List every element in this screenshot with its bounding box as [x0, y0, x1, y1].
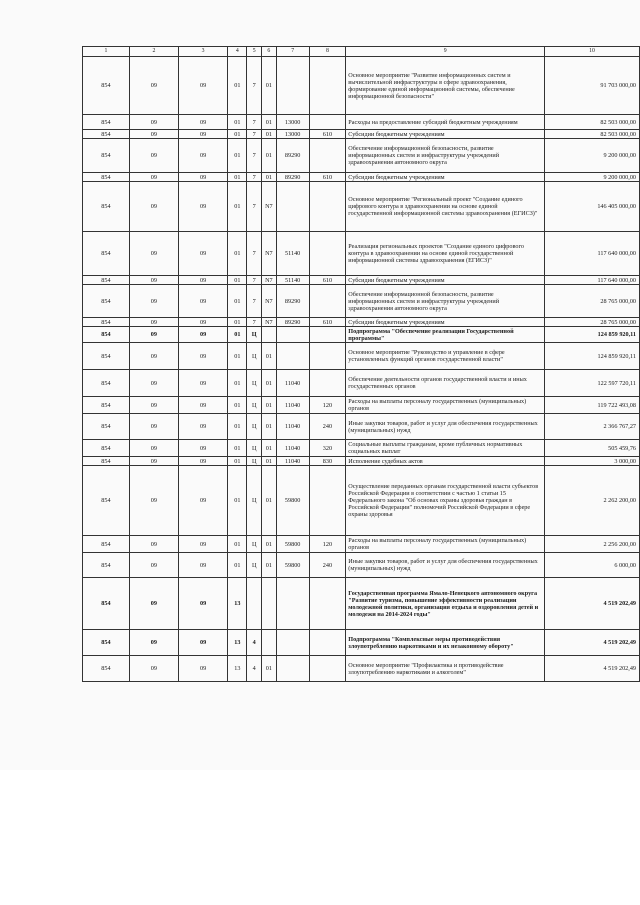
amount-cell: 4 519 202,49	[545, 578, 640, 630]
table-row	[83, 466, 640, 536]
code-cell: 09	[179, 630, 228, 656]
code-cell: 7	[247, 173, 262, 182]
item-name-cell: Основное мероприятие "Региональный проект "Создание единого цифрового контура в здравоохранении на основе единой государственной информационной системы здравоохранения (ЕГИСЗ)"	[346, 182, 545, 232]
code-cell: 4	[247, 630, 262, 656]
code-cell: 4	[247, 656, 262, 682]
item-name-cell: Реализация региональных проектов "Создание единого цифрового контура в здравоохранении на основе единой государственной информационной системы здравоохранения (ЕГИСЗ)"	[346, 232, 545, 276]
code-cell: 01	[261, 553, 276, 578]
item-name-cell: Иные закупки товаров, работ и услуг для обеспечения государственных (муниципальных) нужд	[346, 553, 545, 578]
code-cell: 09	[129, 232, 178, 276]
code-cell: 11040	[276, 397, 309, 414]
code-cell: 854	[83, 414, 130, 440]
code-cell: 01	[228, 370, 247, 397]
code-cell: 09	[129, 276, 178, 285]
table-row	[83, 130, 640, 139]
item-name-cell: Субсидии бюджетным учреждениям	[346, 276, 545, 285]
amount-cell: 2 366 767,27	[545, 414, 640, 440]
code-cell: 01	[261, 57, 276, 115]
code-cell: 09	[179, 397, 228, 414]
code-cell: 89290	[276, 139, 309, 173]
code-cell: 240	[309, 553, 346, 578]
code-cell: 09	[129, 57, 178, 115]
table-row	[83, 285, 640, 318]
code-cell: 854	[83, 115, 130, 130]
code-cell: 13000	[276, 115, 309, 130]
item-name-cell: Основное мероприятие "Развитие информационных систем и вычислительной инфраструктуры в сфере здравоохранения, формирование единой информационной системы, обеспечение информационной безопасности"	[346, 57, 545, 115]
item-name-cell: Государственная программа Ямало-Ненецкого автономного округа "Развитие туризма, повышение эффективности реализации молодежной политики, организация отдыха и оздоровления детей и молодежи на 2014-2024 годы"	[346, 578, 545, 630]
code-cell: 09	[179, 276, 228, 285]
code-cell: 01	[228, 397, 247, 414]
code-cell: 89290	[276, 318, 309, 327]
code-cell: 854	[83, 457, 130, 466]
table-row	[83, 553, 640, 578]
amount-cell: 9 200 000,00	[545, 173, 640, 182]
code-cell	[309, 466, 346, 536]
column-number-cell: 3	[179, 47, 228, 57]
code-cell	[309, 139, 346, 173]
code-cell: 09	[129, 553, 178, 578]
code-cell: 120	[309, 397, 346, 414]
item-name-cell: Исполнение судебных актов	[346, 457, 545, 466]
code-cell: 854	[83, 536, 130, 553]
code-cell: 09	[129, 173, 178, 182]
table-row	[83, 232, 640, 276]
code-cell: 01	[228, 327, 247, 343]
code-cell: 09	[129, 457, 178, 466]
code-cell: 09	[129, 414, 178, 440]
code-cell: 240	[309, 414, 346, 440]
item-name-cell: Подпрограмма "Комплексные меры противодействия злоупотреблению наркотиками и их незаконному обороту"	[346, 630, 545, 656]
code-cell: 51140	[276, 276, 309, 285]
code-cell	[247, 578, 262, 630]
code-cell: 854	[83, 397, 130, 414]
column-number-row	[83, 47, 640, 57]
code-cell	[309, 630, 346, 656]
code-cell: 09	[129, 370, 178, 397]
table-row	[83, 173, 640, 182]
code-cell: 01	[228, 285, 247, 318]
code-cell	[309, 656, 346, 682]
code-cell: 09	[129, 656, 178, 682]
amount-cell: 6 000,00	[545, 553, 640, 578]
code-cell	[276, 327, 309, 343]
code-cell: 09	[179, 130, 228, 139]
column-number-cell: 9	[346, 47, 545, 57]
column-number-cell: 2	[129, 47, 178, 57]
code-cell	[309, 578, 346, 630]
code-cell: 854	[83, 656, 130, 682]
code-cell: 09	[129, 285, 178, 318]
code-cell: 01	[228, 553, 247, 578]
code-cell: Ц	[247, 440, 262, 457]
code-cell: Ц	[247, 536, 262, 553]
code-cell: 854	[83, 370, 130, 397]
code-cell: 11040	[276, 440, 309, 457]
code-cell: 01	[261, 466, 276, 536]
code-cell: 01	[228, 343, 247, 370]
table-row	[83, 440, 640, 457]
code-cell	[276, 182, 309, 232]
code-cell	[261, 327, 276, 343]
amount-cell: 146 405 000,00	[545, 182, 640, 232]
code-cell: 09	[179, 232, 228, 276]
amount-cell: 2 262 200,00	[545, 466, 640, 536]
code-cell: Ц	[247, 327, 262, 343]
code-cell: 854	[83, 318, 130, 327]
table-row	[83, 414, 640, 440]
code-cell: 01	[228, 173, 247, 182]
code-cell: Ц	[247, 457, 262, 466]
amount-cell: 4 519 202,49	[545, 656, 640, 682]
amount-cell: 4 519 202,49	[545, 630, 640, 656]
code-cell: 01	[228, 318, 247, 327]
column-number-cell: 4	[228, 47, 247, 57]
table-row	[83, 536, 640, 553]
code-cell: 854	[83, 327, 130, 343]
table-row	[83, 397, 640, 414]
code-cell: 09	[129, 130, 178, 139]
code-cell: 01	[261, 115, 276, 130]
code-cell: 610	[309, 173, 346, 182]
amount-cell: 119 722 493,08	[545, 397, 640, 414]
code-cell: N7	[261, 285, 276, 318]
code-cell: 854	[83, 440, 130, 457]
code-cell: Ц	[247, 466, 262, 536]
code-cell: 09	[179, 57, 228, 115]
code-cell: 09	[129, 466, 178, 536]
code-cell: 01	[261, 139, 276, 173]
item-name-cell: Основное мероприятие "Профилактика и противодействие злоупотреблению наркотиками и алкоголем"	[346, 656, 545, 682]
code-cell: 09	[129, 182, 178, 232]
amount-cell: 82 503 000,00	[545, 130, 640, 139]
code-cell: 854	[83, 276, 130, 285]
code-cell: 09	[179, 536, 228, 553]
code-cell: 854	[83, 343, 130, 370]
code-cell: 01	[261, 457, 276, 466]
code-cell: 120	[309, 536, 346, 553]
code-cell: 854	[83, 285, 130, 318]
amount-cell: 9 200 000,00	[545, 139, 640, 173]
code-cell: 09	[129, 630, 178, 656]
code-cell: 09	[129, 440, 178, 457]
table-row	[83, 343, 640, 370]
code-cell: 854	[83, 57, 130, 115]
item-name-cell: Расходы на выплаты персоналу государственных (муниципальных) органов	[346, 397, 545, 414]
code-cell	[276, 630, 309, 656]
table-body	[83, 47, 640, 682]
code-cell	[309, 115, 346, 130]
item-name-cell: Иные закупки товаров, работ и услуг для обеспечения государственных (муниципальных) нужд	[346, 414, 545, 440]
amount-cell: 3 000,00	[545, 457, 640, 466]
code-cell: 09	[179, 440, 228, 457]
code-cell: 11040	[276, 370, 309, 397]
code-cell: 09	[179, 285, 228, 318]
code-cell: 01	[261, 370, 276, 397]
code-cell: 01	[228, 466, 247, 536]
code-cell: 13	[228, 630, 247, 656]
code-cell: 01	[228, 414, 247, 440]
code-cell	[309, 182, 346, 232]
code-cell: 01	[228, 115, 247, 130]
code-cell: 01	[261, 173, 276, 182]
code-cell	[309, 285, 346, 318]
code-cell: 320	[309, 440, 346, 457]
amount-cell: 2 256 200,00	[545, 536, 640, 553]
code-cell: 01	[261, 130, 276, 139]
table-row	[83, 327, 640, 343]
item-name-cell: Субсидии бюджетным учреждениям	[346, 130, 545, 139]
page-margin	[0, 770, 640, 905]
code-cell: N7	[261, 276, 276, 285]
amount-cell: 82 503 000,00	[545, 115, 640, 130]
code-cell: 13000	[276, 130, 309, 139]
code-cell: 09	[129, 578, 178, 630]
code-cell: 59800	[276, 553, 309, 578]
code-cell	[309, 370, 346, 397]
code-cell: 610	[309, 130, 346, 139]
column-number-cell: 10	[545, 47, 640, 57]
code-cell	[276, 578, 309, 630]
code-cell: 7	[247, 115, 262, 130]
code-cell: N7	[261, 182, 276, 232]
code-cell: 01	[261, 656, 276, 682]
code-cell: 09	[179, 173, 228, 182]
code-cell: 51140	[276, 232, 309, 276]
code-cell	[276, 343, 309, 370]
code-cell: 854	[83, 630, 130, 656]
table-row	[83, 578, 640, 630]
code-cell	[309, 343, 346, 370]
code-cell: 830	[309, 457, 346, 466]
code-cell: 01	[228, 440, 247, 457]
column-number-cell: 8	[309, 47, 346, 57]
code-cell	[309, 327, 346, 343]
code-cell: 01	[261, 536, 276, 553]
code-cell: N7	[261, 232, 276, 276]
code-cell: 610	[309, 276, 346, 285]
code-cell: 854	[83, 139, 130, 173]
code-cell: 09	[129, 397, 178, 414]
code-cell: 854	[83, 466, 130, 536]
code-cell: 01	[228, 536, 247, 553]
code-cell: Ц	[247, 370, 262, 397]
item-name-cell: Обеспечение деятельности органов государственной власти и иных государственных органов	[346, 370, 545, 397]
code-cell: 09	[129, 536, 178, 553]
code-cell: 01	[228, 139, 247, 173]
table-row	[83, 115, 640, 130]
code-cell: 854	[83, 173, 130, 182]
amount-cell: 117 640 000,00	[545, 276, 640, 285]
code-cell: Ц	[247, 397, 262, 414]
code-cell: 01	[228, 276, 247, 285]
code-cell	[261, 578, 276, 630]
amount-cell: 28 765 000,00	[545, 318, 640, 327]
code-cell: 7	[247, 57, 262, 115]
code-cell: 09	[129, 327, 178, 343]
table-row	[83, 656, 640, 682]
item-name-cell: Подпрограмма "Обеспечение реализации Государственной программы"	[346, 327, 545, 343]
amount-cell: 122 597 720,11	[545, 370, 640, 397]
amount-cell: 28 765 000,00	[545, 285, 640, 318]
code-cell: Ц	[247, 343, 262, 370]
code-cell: 09	[129, 115, 178, 130]
code-cell	[309, 232, 346, 276]
code-cell: 01	[228, 232, 247, 276]
code-cell: 59800	[276, 466, 309, 536]
code-cell: 01	[261, 440, 276, 457]
code-cell: 01	[228, 182, 247, 232]
code-cell: 610	[309, 318, 346, 327]
code-cell: 09	[129, 343, 178, 370]
budget-table	[82, 46, 640, 682]
code-cell: 13	[228, 656, 247, 682]
code-cell	[261, 630, 276, 656]
code-cell: 01	[228, 57, 247, 115]
code-cell	[309, 57, 346, 115]
table-row	[83, 318, 640, 327]
code-cell: Ц	[247, 553, 262, 578]
table-row	[83, 182, 640, 232]
code-cell: 7	[247, 276, 262, 285]
code-cell: 854	[83, 130, 130, 139]
code-cell: 09	[179, 343, 228, 370]
code-cell: 11040	[276, 457, 309, 466]
item-name-cell: Расходы на выплаты персоналу государственных (муниципальных) органов	[346, 536, 545, 553]
column-number-cell: 5	[247, 47, 262, 57]
code-cell: 01	[261, 343, 276, 370]
code-cell: Ц	[247, 414, 262, 440]
item-name-cell: Обеспечение информационной безопасности, развитие информационных систем и инфраструктуры учреждений здравоохранения автономного округа	[346, 285, 545, 318]
code-cell: 7	[247, 139, 262, 173]
item-name-cell: Социальные выплаты гражданам, кроме публичных нормативных социальных выплат	[346, 440, 545, 457]
column-number-cell: 1	[83, 47, 130, 57]
code-cell	[276, 656, 309, 682]
table-row	[83, 276, 640, 285]
code-cell: 89290	[276, 285, 309, 318]
amount-cell: 124 859 920,11	[545, 327, 640, 343]
code-cell: 854	[83, 578, 130, 630]
code-cell: 89290	[276, 173, 309, 182]
code-cell: 7	[247, 232, 262, 276]
column-number-cell: 7	[276, 47, 309, 57]
code-cell: 09	[179, 115, 228, 130]
item-name-cell: Осуществление переданных органам государственной власти субъектов Российской Федерации в соответствии с частью 1 статьи 15 Федерального закона "Об основах охраны здоровья граждан в Российской Федерации" полномочий Российской Федерации в сфере охраны здоровья	[346, 466, 545, 536]
table-row	[83, 457, 640, 466]
amount-cell: 117 640 000,00	[545, 232, 640, 276]
code-cell: 09	[179, 139, 228, 173]
column-number-cell: 6	[261, 47, 276, 57]
code-cell: 01	[261, 397, 276, 414]
code-cell: 59800	[276, 536, 309, 553]
amount-cell: 505 459,76	[545, 440, 640, 457]
item-name-cell: Расходы на предоставление субсидий бюджетным учреждениям	[346, 115, 545, 130]
code-cell: 09	[179, 182, 228, 232]
code-cell: 854	[83, 553, 130, 578]
code-cell: 09	[179, 327, 228, 343]
item-name-cell: Основное мероприятие "Руководство и управление в сфере установленных функций органов государственной власти"	[346, 343, 545, 370]
table-row	[83, 139, 640, 173]
amount-cell: 91 703 000,00	[545, 57, 640, 115]
code-cell: 09	[129, 318, 178, 327]
table-row	[83, 57, 640, 115]
item-name-cell: Обеспечение информационной безопасности, развитие информационных систем и инфраструктуры учреждений здравоохранения автономного округа	[346, 139, 545, 173]
amount-cell: 124 859 920,11	[545, 343, 640, 370]
code-cell: 09	[179, 370, 228, 397]
code-cell: 09	[179, 656, 228, 682]
code-cell: 01	[261, 414, 276, 440]
code-cell: 01	[228, 457, 247, 466]
code-cell: 09	[179, 553, 228, 578]
code-cell: 09	[179, 318, 228, 327]
code-cell: 854	[83, 232, 130, 276]
code-cell: 7	[247, 318, 262, 327]
code-cell: 09	[179, 414, 228, 440]
code-cell: 13	[228, 578, 247, 630]
code-cell: 7	[247, 285, 262, 318]
code-cell: 11040	[276, 414, 309, 440]
item-name-cell: Субсидии бюджетным учреждениям	[346, 318, 545, 327]
code-cell: 7	[247, 130, 262, 139]
code-cell: 7	[247, 182, 262, 232]
item-name-cell: Субсидии бюджетным учреждениям	[346, 173, 545, 182]
code-cell: 09	[179, 466, 228, 536]
code-cell: 09	[129, 139, 178, 173]
code-cell: 09	[179, 578, 228, 630]
table-row	[83, 630, 640, 656]
table-row	[83, 370, 640, 397]
code-cell	[276, 57, 309, 115]
code-cell: 01	[228, 130, 247, 139]
code-cell: N7	[261, 318, 276, 327]
code-cell: 854	[83, 182, 130, 232]
code-cell: 09	[179, 457, 228, 466]
